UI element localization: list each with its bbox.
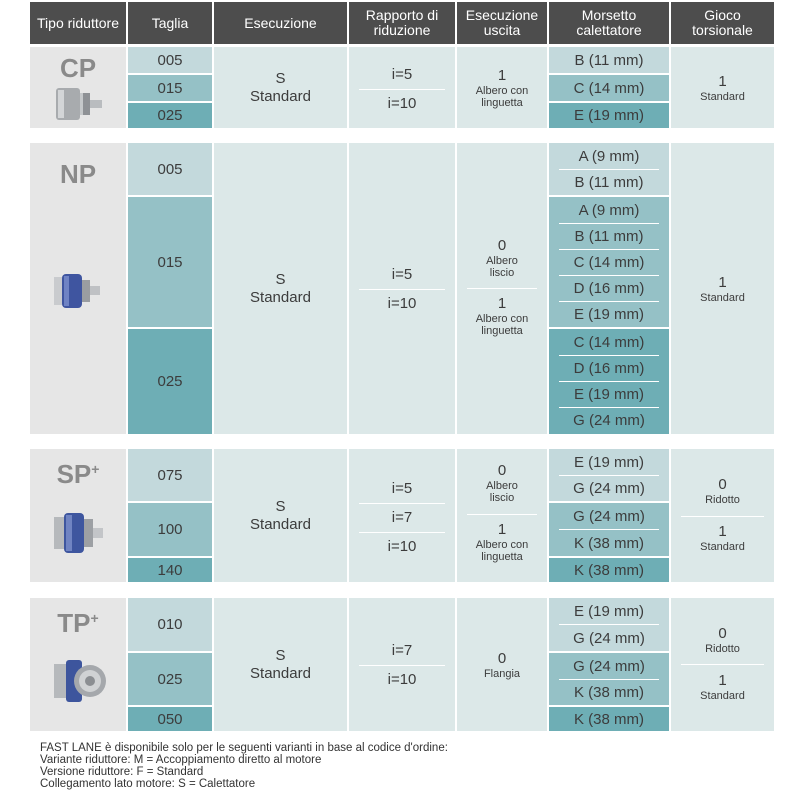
cp-size-025: 025 bbox=[128, 103, 212, 128]
tp-clamp-k: K (38 mm) bbox=[573, 683, 644, 701]
sp-name: SP bbox=[56, 459, 92, 489]
tp-execution bbox=[214, 598, 347, 731]
footnote-line: Versione riduttore: F = Standard bbox=[40, 766, 204, 778]
cp-logo bbox=[30, 53, 126, 84]
np-backlash-code: 1 bbox=[718, 273, 727, 291]
tp-size-025: 025 bbox=[128, 653, 212, 705]
tp-clamp-group-010 bbox=[549, 598, 669, 651]
sp-execution bbox=[214, 449, 347, 582]
tp-backlash-1-code: 1 bbox=[718, 672, 727, 689]
np-clamp-d: D (16 mm) bbox=[573, 279, 645, 297]
np-ratio bbox=[349, 143, 455, 434]
cp-backlash-label: Standard bbox=[700, 90, 745, 103]
sp-output-1 bbox=[457, 521, 547, 563]
np-gearbox-image bbox=[52, 271, 108, 311]
np-size-025: 025 bbox=[128, 329, 212, 434]
tp-clamp-group-025 bbox=[549, 653, 669, 705]
np-clamp-d: D (16 mm) bbox=[573, 359, 645, 377]
tp-exec-label: Standard bbox=[250, 664, 311, 682]
np-output-1-code: 1 bbox=[497, 295, 507, 312]
sp-backlash-0-label: Ridotto bbox=[705, 494, 740, 506]
np-clamp-c: C (14 mm) bbox=[573, 253, 645, 271]
cp-ratio-5: i=5 bbox=[391, 65, 413, 83]
tp-clamp-e: E (19 mm) bbox=[573, 602, 644, 620]
sp-clamp-e: E (19 mm) bbox=[573, 453, 644, 471]
np-output-0-code: 0 bbox=[497, 237, 507, 254]
np-logo bbox=[30, 159, 126, 190]
cp-backlash bbox=[671, 47, 774, 128]
sp-output-0-label: Albero liscio bbox=[486, 480, 518, 504]
footnote-line: Collegamento lato motore: S = Calettatore bbox=[40, 778, 256, 790]
divider bbox=[681, 516, 764, 517]
np-exec-code: S bbox=[275, 270, 286, 288]
sp-clamp-group-100 bbox=[549, 503, 669, 556]
sp-clamp-g: G (24 mm) bbox=[573, 479, 645, 497]
tp-clamp-g: G (24 mm) bbox=[573, 629, 645, 647]
np-clamp-group-025 bbox=[549, 329, 669, 434]
header-ratio: Rapporto di riduzione bbox=[349, 2, 455, 44]
tp-backlash-0-label: Ridotto bbox=[705, 643, 740, 655]
cp-clamp-c: C (14 mm) bbox=[549, 75, 669, 101]
tp-exec-code: S bbox=[275, 646, 286, 664]
sp-clamp-group-075 bbox=[549, 449, 669, 501]
divider bbox=[467, 288, 537, 289]
sp-ratio bbox=[349, 449, 455, 582]
tp-size-010: 010 bbox=[128, 598, 212, 651]
np-output-1 bbox=[457, 295, 547, 337]
cp-name: CP bbox=[59, 53, 97, 83]
sp-backlash-1 bbox=[671, 523, 774, 553]
sp-backlash-1-label: Standard bbox=[700, 541, 745, 553]
cp-clamp-b: B (11 mm) bbox=[549, 47, 669, 73]
header-backlash: Gioco torsionale bbox=[671, 2, 774, 44]
tp-ratio-10: i=10 bbox=[387, 670, 417, 688]
np-output bbox=[457, 143, 547, 434]
np-clamp-e: E (19 mm) bbox=[573, 385, 644, 403]
sp-output-1-code: 1 bbox=[497, 521, 507, 538]
tp-sup: + bbox=[90, 610, 99, 626]
sp-clamp-k: K (38 mm) bbox=[573, 534, 644, 552]
np-size-005: 005 bbox=[128, 143, 212, 195]
np-ratio-5: i=5 bbox=[391, 265, 413, 283]
sp-gearbox-image bbox=[52, 511, 108, 555]
divider bbox=[359, 532, 445, 533]
sp-sup: + bbox=[91, 461, 100, 477]
tp-clamp-g: G (24 mm) bbox=[573, 657, 645, 675]
divider bbox=[359, 89, 445, 90]
cp-gearbox-image bbox=[54, 85, 106, 123]
sp-ratio-7: i=7 bbox=[391, 508, 413, 526]
header-type: Tipo riduttore bbox=[30, 2, 126, 44]
tp-output-code: 0 bbox=[497, 649, 507, 667]
divider bbox=[359, 503, 445, 504]
tp-backlash-1-label: Standard bbox=[700, 690, 745, 702]
tp-backlash bbox=[671, 598, 774, 731]
cp-size-015: 015 bbox=[128, 75, 212, 101]
cp-size-005: 005 bbox=[128, 47, 212, 73]
sp-logo bbox=[30, 459, 126, 490]
np-clamp-b: B (11 mm) bbox=[574, 173, 644, 191]
tp-size-050: 050 bbox=[128, 707, 212, 731]
np-clamp-b: B (11 mm) bbox=[574, 227, 644, 245]
divider bbox=[359, 289, 445, 290]
sp-type-cell bbox=[30, 449, 126, 582]
divider bbox=[467, 514, 537, 515]
cp-output-label: Albero con linguetta bbox=[475, 84, 529, 109]
np-clamp-group-005 bbox=[549, 143, 669, 195]
np-clamp-a: A (9 mm) bbox=[578, 201, 640, 219]
tp-name: TP bbox=[57, 608, 91, 638]
cp-ratio-10: i=10 bbox=[387, 94, 417, 112]
sp-backlash bbox=[671, 449, 774, 582]
tp-backlash-1 bbox=[671, 672, 774, 702]
header-execution: Esecuzione bbox=[214, 2, 347, 44]
sp-ratio-5: i=5 bbox=[391, 479, 413, 497]
np-output-0-label: Albero liscio bbox=[486, 255, 518, 279]
footnote bbox=[40, 742, 780, 790]
sp-output-0 bbox=[457, 462, 547, 504]
cp-exec-code: S bbox=[275, 69, 286, 87]
sp-size-100: 100 bbox=[128, 503, 212, 556]
sp-backlash-1-code: 1 bbox=[718, 523, 727, 540]
tp-gearbox-image bbox=[52, 658, 108, 704]
np-output-1-label: Albero con linguetta bbox=[475, 313, 529, 337]
cp-backlash-code: 1 bbox=[718, 72, 727, 90]
np-clamp-g: G (24 mm) bbox=[573, 412, 645, 429]
sp-size-140: 140 bbox=[128, 558, 212, 582]
cp-ratio bbox=[349, 47, 455, 128]
np-clamp-a: A (9 mm) bbox=[578, 147, 640, 165]
sp-exec-label: Standard bbox=[250, 515, 311, 533]
tp-clamp-k-050: K (38 mm) bbox=[549, 707, 669, 731]
header-clamp: Morsetto calettatore bbox=[549, 2, 669, 44]
sp-output-1-label: Albero con linguetta bbox=[475, 539, 529, 563]
np-type-cell bbox=[30, 143, 126, 434]
footnote-line: Variante riduttore: M = Accoppiamento diretto al motore bbox=[40, 754, 322, 766]
tp-backlash-0 bbox=[671, 625, 774, 655]
tp-output-label: Flangia bbox=[483, 667, 521, 680]
np-ratio-10: i=10 bbox=[387, 294, 417, 312]
cp-output bbox=[457, 47, 547, 128]
sp-exec-code: S bbox=[275, 497, 286, 515]
tp-output bbox=[457, 598, 547, 731]
np-clamp-c: C (14 mm) bbox=[573, 333, 645, 351]
np-name: NP bbox=[59, 159, 97, 189]
sp-output bbox=[457, 449, 547, 582]
tp-type-cell bbox=[30, 598, 126, 731]
cp-exec-label: Standard bbox=[250, 87, 311, 105]
np-backlash bbox=[671, 143, 774, 434]
sp-backlash-0 bbox=[671, 476, 774, 506]
tp-logo bbox=[30, 608, 126, 639]
np-exec-label: Standard bbox=[250, 288, 311, 306]
cp-clamp-e: E (19 mm) bbox=[549, 103, 669, 128]
sp-backlash-0-code: 0 bbox=[718, 476, 727, 493]
sp-output-0-code: 0 bbox=[497, 462, 507, 479]
header-output: Esecuzione uscita bbox=[457, 2, 547, 44]
np-execution bbox=[214, 143, 347, 434]
divider bbox=[681, 664, 764, 665]
header-size: Taglia bbox=[128, 2, 212, 44]
np-backlash-label: Standard bbox=[700, 291, 745, 304]
tp-ratio-7: i=7 bbox=[391, 641, 413, 659]
tp-backlash-0-code: 0 bbox=[718, 625, 727, 642]
sp-clamp-k-140: K (38 mm) bbox=[549, 558, 669, 582]
divider bbox=[359, 665, 445, 666]
cp-type-cell bbox=[30, 47, 126, 128]
sp-size-075: 075 bbox=[128, 449, 212, 501]
cp-output-code: 1 bbox=[497, 66, 507, 84]
footnote-line: FAST LANE è disponibile solo per le seguenti varianti in base al codice d'ordine: bbox=[40, 742, 448, 754]
np-output-0 bbox=[457, 237, 547, 279]
np-clamp-group-015 bbox=[549, 197, 669, 327]
cp-execution bbox=[214, 47, 347, 128]
np-size-015: 015 bbox=[128, 197, 212, 327]
tp-ratio bbox=[349, 598, 455, 731]
sp-ratio-10: i=10 bbox=[387, 537, 417, 555]
np-clamp-e: E (19 mm) bbox=[573, 305, 644, 323]
sp-clamp-g: G (24 mm) bbox=[573, 507, 645, 525]
